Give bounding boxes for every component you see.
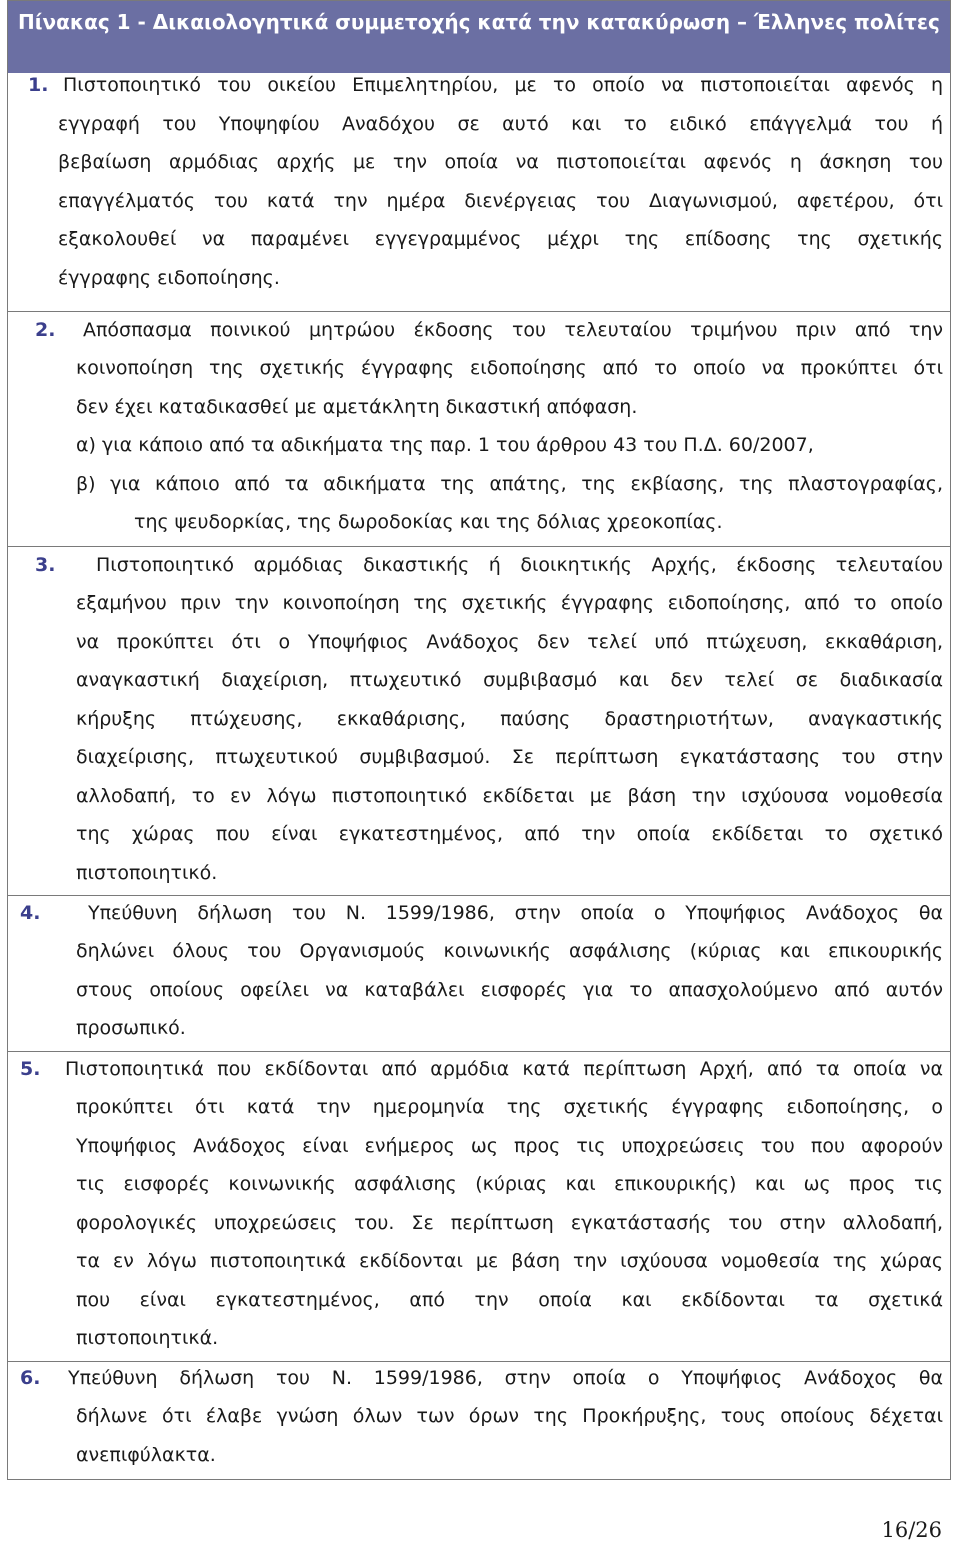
text-line: τα εν λόγω πιστοποιητικά εκδίδονται με βάση την ισχύουσα νομοθεσία της χώρας — [76, 1250, 943, 1272]
text-line: ανεπιφύλακτα. — [76, 1444, 216, 1466]
text-line: Υπεύθυνη δήλωση του Ν. 1599/1986, στην οποία ο Υποψήφιος Ανάδοχος θα — [88, 902, 943, 924]
text-line: Απόσπασμα ποινικού μητρώου έκδοσης του τελευταίου τριμήνου πριν από την — [83, 319, 943, 341]
text-line: Πιστοποιητικό αρμόδιας δικαστικής ή διοικητικής Αρχής, έκδοσης τελευταίου — [96, 554, 943, 576]
table-row-3 — [8, 546, 950, 895]
text-line: στους οποίους οφείλει να καταβάλει εισφορές για το απασχολούμενο από αυτόν — [76, 979, 943, 1001]
item-number: 3. — [35, 554, 56, 576]
table-row-5 — [8, 1051, 950, 1361]
text-line: της χώρας που είναι εγκατεστημένος, από την οποία εκδίδεται το σχετικό — [76, 823, 943, 845]
text-line: Πιστοποιητικά που εκδίδονται από αρμόδια κατά περίπτωση Αρχή, από τα οποία να — [65, 1058, 943, 1080]
text-line: έγγραφης ειδοποίησης. — [58, 267, 280, 289]
table-row-2 — [8, 311, 950, 546]
text-line: Πιστοποιητικό του οικείου Επιμελητηρίου, με το οποίο να πιστοποιείται αφενός η — [63, 74, 943, 96]
text-line: κήρυξης πτώχευσης, εκκαθάρισης, παύσης δραστηριοτήτων, αναγκαστικής — [76, 708, 943, 730]
item-number: 4. — [20, 902, 41, 924]
table-row-4 — [8, 895, 950, 1051]
item-number: 6. — [20, 1367, 41, 1389]
item-number: 2. — [35, 319, 56, 341]
text-line: επαγγέλματός του κατά την ημέρα διενέργειας του Διαγωνισμού, αφετέρου, ότι — [58, 190, 943, 212]
text-line: διαχείρισης, πτωχευτικού συμβιβασμού. Σε περίπτωση εγκατάστασης του στην — [76, 746, 943, 768]
text-line: τις εισφορές κοινωνικής ασφάλισης (κύριας και επικουρικής) και ως προς τις — [76, 1173, 943, 1195]
text-line: πιστοποιητικά. — [76, 1327, 219, 1349]
text-line: της ψευδορκίας, της δωροδοκίας και της δόλιας χρεοκοπίας. — [134, 511, 723, 533]
text-line: δήλωνε ότι έλαβε γνώση όλων των όρων της Προκήρυξης, τους οποίους δέχεται — [76, 1405, 943, 1427]
text-line: Υπεύθυνη δήλωση του Ν. 1599/1986, στην οποία ο Υποψήφιος Ανάδοχος θα — [68, 1367, 943, 1389]
text-line: προκύπτει ότι κατά την ημερομηνία της σχετικής έγγραφης ειδοποίησης, ο — [76, 1096, 943, 1118]
text-line: προσωπικό. — [76, 1017, 186, 1039]
text-line: αλλοδαπή, το εν λόγω πιστοποιητικό εκδίδεται με βάση την ισχύουσα νομοθεσία — [76, 785, 943, 807]
item-number: 5. — [20, 1058, 41, 1080]
text-line: Υποψήφιος Ανάδοχος είναι ενήμερος ως προς τις υποχρεώσεις του που αφορούν — [76, 1135, 943, 1157]
text-line: που είναι εγκατεστημένος, από την οποία και εκδίδονται τα σχετικά — [76, 1289, 943, 1311]
text-line: εξαμήνου πριν την κοινοποίηση της σχετικής έγγραφης ειδοποίησης, από το οποίο — [76, 592, 943, 614]
text-line: δηλώνει όλους του Οργανισμούς κοινωνικής ασφάλισης (κύριας και επικουρικής — [76, 940, 943, 962]
text-line: βεβαίωση αρμόδιας αρχής με την οποία να πιστοποιείται αφενός η άσκηση του — [58, 151, 943, 173]
table-header: Πίνακας 1 - Δικαιολογητικά συμμετοχής κατά την κατακύρωση – Έλληνες πολίτες — [8, 1, 950, 74]
table-row-6 — [8, 1361, 950, 1479]
text-line: φορολογικές υποχρεώσεις του. Σε περίπτωση εγκατάστασής του στην αλλοδαπή, — [76, 1212, 943, 1234]
text-line: κοινοποίηση της σχετικής έγγραφης ειδοποίησης από το οποίο να προκύπτει ότι — [76, 357, 943, 379]
item-number: 1. — [28, 74, 49, 96]
text-line: β) για κάποιο από τα αδικήματα της απάτης, της εκβίασης, της πλαστογραφίας, — [76, 473, 943, 495]
text-line: αναγκαστική διαχείριση, πτωχευτικό συμβιβασμό και δεν τελεί σε διαδικασία — [76, 669, 943, 691]
text-line: να προκύπτει ότι ο Υποψήφιος Ανάδοχος δεν τελεί υπό πτώχευση, εκκαθάριση, — [76, 631, 943, 653]
text-line: εξακολουθεί να παραμένει εγγεγραμμένος μέχρι της επίδοσης της σχετικής — [58, 228, 943, 250]
page-number: 16/26 — [881, 1518, 942, 1542]
documents-table — [7, 0, 951, 1480]
text-line: εγγραφή του Υποψηφίου Αναδόχου σε αυτό και το ειδικό επάγγελμά του ή — [58, 113, 943, 135]
text-line: δεν έχει καταδικασθεί με αμετάκλητη δικαστική απόφαση. — [76, 396, 638, 418]
text-line: πιστοποιητικό. — [76, 862, 218, 884]
table-row-1 — [8, 74, 950, 311]
text-line: α) για κάποιο από τα αδικήματα της παρ. 1 του άρθρου 43 του Π.Δ. 60/2007, — [76, 434, 814, 456]
